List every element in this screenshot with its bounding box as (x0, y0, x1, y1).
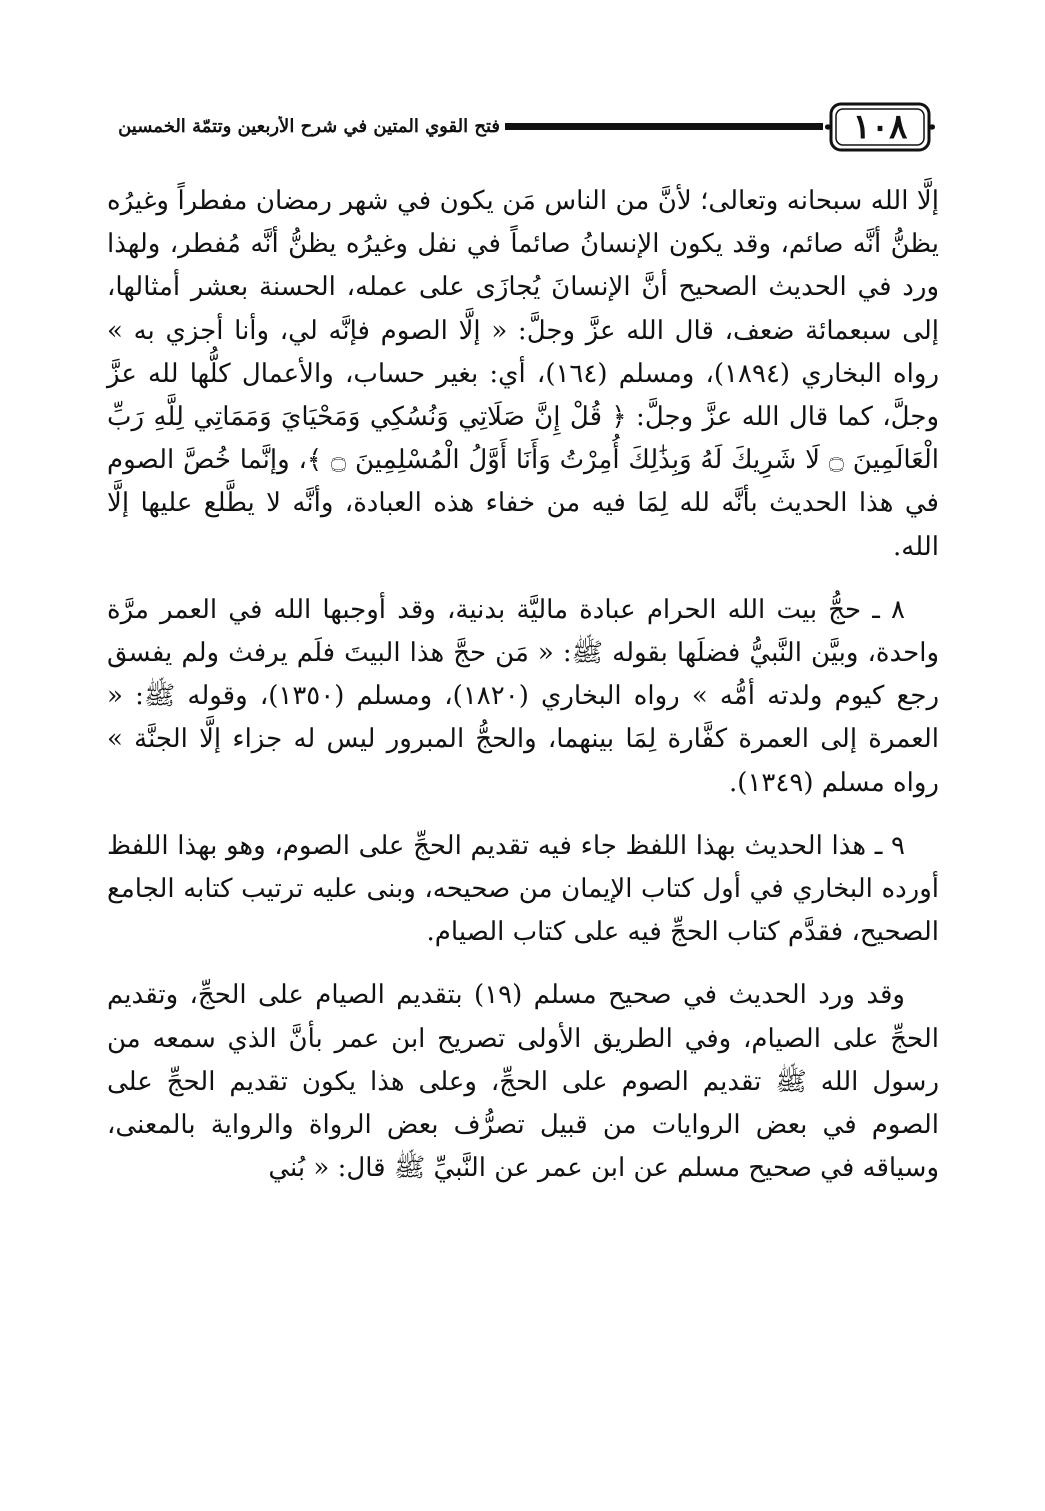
header-rule (505, 123, 823, 130)
page-number-frame (823, 101, 937, 153)
paragraph-4: وقد ورد الحديث في صحيح مسلم (١٩) بتقديم الصيام على الحجِّ، وتقديم الحجِّ على الصيام، وفي الطريق الأولى تصريح ابن عمر بأنَّ الذي سمعه من رسول الله ﷺ تقديم الصوم على الحجِّ، وعلى هذا يكون تقديم الحجِّ على الصوم في بعض الروايات من قبيل تصرُّف بعض الرواة والرواية بالمعنى، وسياقه في صحيح مسلم عن ابن عمر عن النَّبيِّ ﷺ قال: « بُني (107, 980, 939, 1184)
book-title: فتح القوي المتين في شرح الأربعين وتتمّة الخمسين (118, 116, 500, 137)
paragraph-3: ٩ ـ هذا الحديث بهذا اللفظ جاء فيه تقديم الحجِّ على الصوم، وهو بهذا اللفظ أورده البخاري في أول كتاب الإيمان من صحيحه، وبنى عليه ترتيب كتابه الجامع الصحيح، فقدَّم كتاب الحجِّ فيه على كتاب الصيام. (107, 830, 939, 948)
paragraph-2: ٨ ـ حجُّ بيت الله الحرام عبادة ماليَّة بدنية، وقد أوجبها الله في العمر مرَّة واحدة، وبيَّن النَّبيُّ فضلَها بقوله ﷺ: « مَن حجَّ هذا البيتَ فلَم يرفث ولم يفسق رجع كيوم ولدته أمُّه » رواه البخاري (١٨٢٠)، ومسلم (١٣٥٠)، وقوله ﷺ: « العمرة إلى العمرة كفَّارة لِمَا بينهما، والحجُّ المبرور ليس له جزاء إلَّا الجنَّة » رواه مسلم (١٣٤٩). (107, 594, 940, 798)
page-number: ١٠٨ (852, 107, 908, 147)
page-body (107, 180, 939, 1210)
paragraph-1: إلَّا الله سبحانه وتعالى؛ لأنَّ من الناس مَن يكون في شهر رمضان مفطراً وغيرُه يظنُّ أنَّه صائم، وقد يكون الإنسانُ صائماً في نفل وغيرُه يظنُّ أنَّه مُفطر، ولهذا ورد في الحديث الصحيح أنَّ الإنسانَ يُجازَى على عمله، الحسنة بعشر أمثالها، إلى سبعمائة ضعف، قال الله عزَّ وجلَّ: « إلَّا الصوم فإنَّه لي، وأنا أجزي به » رواه البخاري (١٨٩٤)، ومسلم (١٦٤)، أي: بغير حساب، والأعمال كلُّها لله عزَّ وجلَّ، كما قال الله عزَّ وجلَّ: ﴿ قُلْ إِنَّ صَلَاتِي وَنُسُكِي وَمَحْيَايَ وَمَمَاتِي لِلَّهِ رَبِّ الْعَالَمِينَ ۝ لَا شَرِيكَ لَهُ وَبِذَٰلِكَ أُمِرْتُ وَأَنَا أَوَّلُ الْمُسْلِمِينَ ۝ ﴾، وإنَّما خُصَّ الصوم في هذا الحديث بأنَّه لله لِمَا فيه من خفاء هذه العبادة، وأنَّه لا يطَّلع عليها إلَّا الله. (107, 186, 940, 562)
page-header (105, 96, 943, 166)
